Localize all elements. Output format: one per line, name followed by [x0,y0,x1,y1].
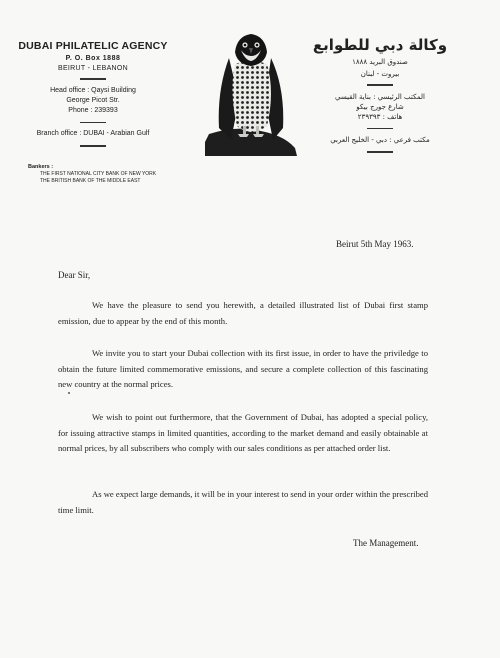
signature: The Management. [353,538,419,548]
bankers-label: Bankers : [28,164,54,170]
city: BEIRUT - LEBANON [57,65,129,72]
head-office-phone: Phone : 239393 [68,106,118,114]
bankers-block [28,164,156,185]
branch-office: Branch office : DUBAI - Arabian Gulf [36,130,150,137]
bank-2: THE BRITISH BANK OF THE MIDDLE EAST [40,178,141,184]
head-office-line2: George Picot Str. [66,96,120,104]
branch-office-arabic: مكتب فرعي : دبي - الخليج العربي [330,136,430,144]
agency-name: DUBAI PHILATELIC AGENCY [18,40,168,52]
divider [80,122,106,124]
falcon-emblem [205,30,297,156]
head-office-arabic-line2: شارع جورج بيكو [356,102,404,111]
agency-name-arabic: وكالة دبي للطوابع [312,36,448,54]
letterhead-arabic [310,36,450,159]
paragraph-4: As we expect large demands, it will be in your interest to send in your order within the prescribed time limit. [58,489,428,515]
head-office-arabic-line1: المكتب الرئيسي : بناية القيسي [334,92,426,101]
divider [80,145,106,147]
bank-1: THE FIRST NATIONAL CITY BANK OF NEW YORK [40,171,157,177]
paragraph-1: We have the pleasure to send you herewith, a detailed illustrated list of Dubai first stamp emission, due to appear by the end of this month. [58,300,428,326]
ink-speck [68,392,70,394]
paragraph-3: We wish to point out furthermore, that the Government of Dubai, has adopted a special policy, for issuing attractive stamps in limited quantities, according to the market demand and easily obtainable at normal prices, by all subscribers who comply with our sales conditions as per attached order list. [58,412,428,453]
divider [80,78,106,80]
divider [367,84,393,86]
divider [367,151,393,153]
head-office-line1: Head office : Qaysi Building [50,86,136,94]
paragraph-2: We invite you to start your Dubai collection with its first issue, in order to have the priviledge to obtain the future limited commemorative emissions, and secure a complete collection of this fascinating new country at the normal prices. [58,348,428,389]
phone-arabic: هاتف : ٢٣٩٣٩٣ [357,112,403,121]
po-box: P. O. Box 1888 [65,55,121,62]
letterhead-english [18,40,168,153]
po-box-arabic: صندوق البريد ١٨٨٨ [352,58,408,66]
letter-date: Beirut 5th May 1963. [336,239,414,249]
salutation: Dear Sir, [58,270,91,280]
city-arabic: بيروت - لبنان [360,70,400,78]
divider [367,128,393,130]
